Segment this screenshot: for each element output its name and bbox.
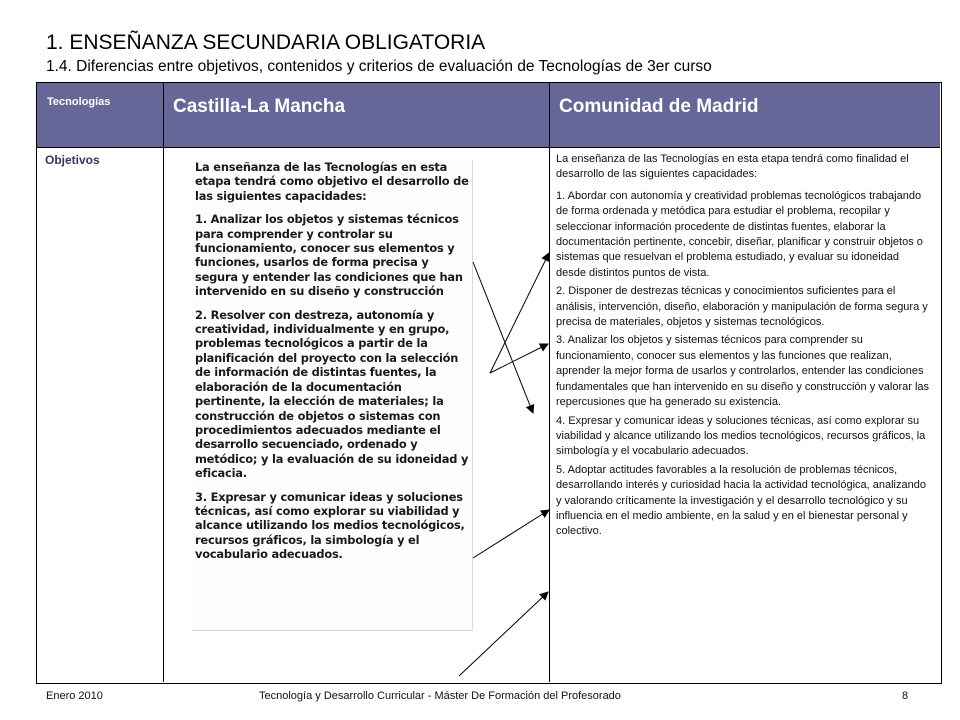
madrid-objective-1: 1. Abordar con autonomía y creatividad problemas tecnológicos trabajando de forma ordenada y metódica para estudiar el problema, recopilar y seleccionar información procedente de distintas fuentes, elaborar la documentación pertinente, concebir, diseñar, planificar y construir objetos o sistemas que resuelvan el problema estudiado, y evaluar su idoneidad desde distintos puntos de vista. bbox=[556, 189, 923, 279]
madrid-objectives bbox=[556, 152, 931, 543]
table-header-row bbox=[37, 83, 940, 147]
header-cell-castilla: Castilla-La Mancha bbox=[173, 96, 346, 117]
header-cell-tecnologias: Tecnologías bbox=[47, 96, 111, 108]
castilla-objective-2: 2. Resolver con destreza, autonomía y creatividad, individualmente y en grupo, problemas tecnológicos a partir de la planificación del proyecto con la selección de información de distintas fuentes, la elaboración de la documentación pertinente, la elección de materiales; la construcción de objetos o sistemas con procedimientos adecuados mediante el desarrollo secuenciado, ordenado y metódico; y la evaluación de su idoneidad y eficacia. bbox=[195, 307, 469, 481]
page-subtitle: 1.4. Diferencias entre objetivos, contenidos y criterios de evaluación de Tecnologías de 3er curso bbox=[46, 58, 712, 75]
madrid-objective-2: 2. Disponer de destrezas técnicas y conocimientos suficientes para el análisis, intervención, diseño, elaboración y manipulación de forma segura y precisa de materiales, objetos y sistemas tecnológicos. bbox=[556, 285, 928, 329]
column-divider-1 bbox=[163, 83, 164, 682]
madrid-objective-5: 5. Adoptar actitudes favorables a la resolución de problemas técnicos, desarrollando interés y curiosidad hacia la actividad tecnológica, analizando y valorando críticamente la investigación y el desarrollo tecnológico y su influencia en el medio ambiente, en la salud y en el bienestar personal y colectivo. bbox=[556, 463, 926, 538]
row-label-objetivos: Objetivos bbox=[45, 153, 100, 167]
footer-course: Tecnología y Desarrollo Curricular - Máster De Formación del Profesorado bbox=[259, 690, 621, 702]
column-divider-2 bbox=[549, 83, 550, 682]
row-divider bbox=[37, 147, 940, 148]
madrid-intro: La enseñanza de las Tecnologías en esta etapa tendrá como finalidad el desarrollo de las siguientes capacidades: bbox=[556, 153, 909, 181]
castilla-intro: La enseñanza de las Tecnologías en esta etapa tendrá como objetivo el desarrollo de las siguientes capacidades: bbox=[195, 160, 469, 203]
castilla-objective-3: 3. Expresar y comunicar ideas y soluciones técnicas, así como explorar su viabilidad y alcance utilizando los medios tecnológicos, recursos gráficos, la simbología y el vocabulario adecuados. bbox=[195, 489, 465, 562]
footer-date: Enero 2010 bbox=[46, 690, 103, 702]
madrid-objective-3: 3. Analizar los objetos y sistemas técnicos para comprender su funcionamiento, conocer sus elementos y las funciones que realizan, aprender la mejor forma de usarlos y controlarlos, entender las condiciones fundamentales que han intervenido en su diseño y construcción y valorar las repercusiones que ha generado su existencia. bbox=[556, 334, 930, 409]
madrid-objective-4: 4. Expresar y comunicar ideas y soluciones técnicas, así como explorar su viabilidad y alcance utilizando los medios tecnológicos, recursos gráficos, la simbología y el vocabulario adecuados. bbox=[556, 414, 926, 458]
castilla-objective-1: 1. Analizar los objetos y sistemas técnicos para comprender y controlar su funcionamiento, conocer sus elementos y funciones, usarlos de forma precisa y segura y entender las condiciones que han intervenido en su diseño y construcción bbox=[195, 212, 463, 299]
page-title: 1. ENSEÑANZA SECUNDARIA OBLIGATORIA bbox=[46, 31, 486, 54]
header-cell-madrid: Comunidad de Madrid bbox=[559, 96, 759, 117]
footer-page-number: 8 bbox=[902, 690, 909, 702]
castilla-scanned-text bbox=[192, 160, 473, 631]
